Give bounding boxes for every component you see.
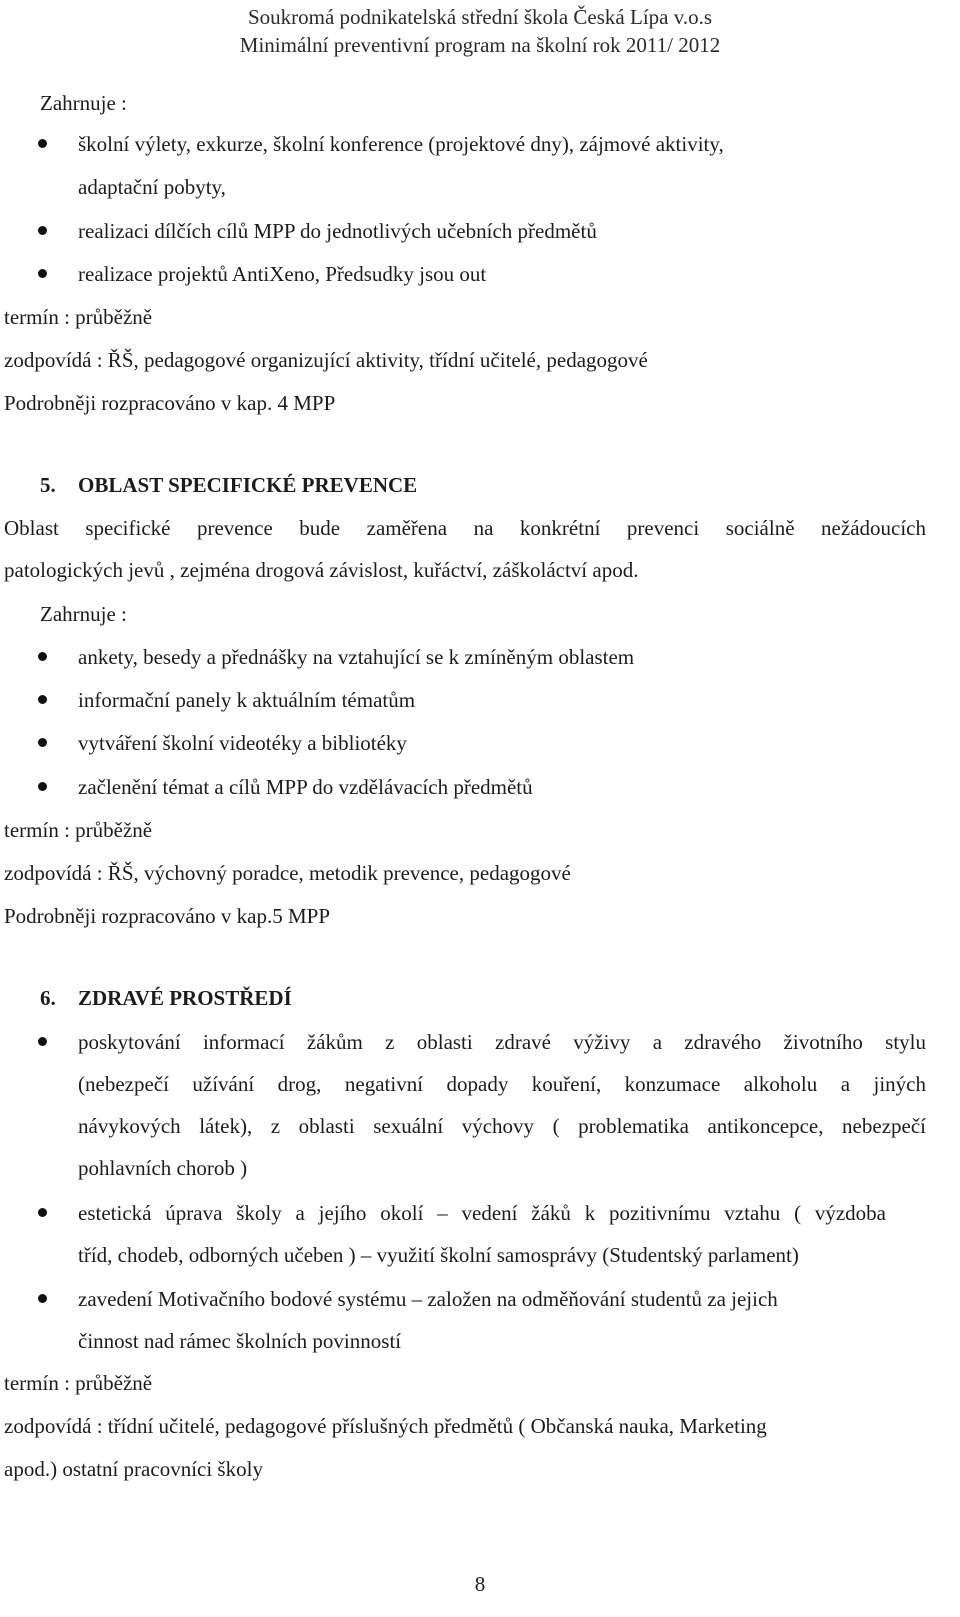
bullet-icon <box>38 1294 47 1303</box>
detail-reference: Podrobněji rozpracováno v kap.5 MPP <box>4 904 331 928</box>
section-number: 6. <box>40 986 56 1010</box>
term-line: termín : průběžně <box>4 1371 153 1395</box>
list-item: začlenění témat a cílů MPP do vzdělávacích předmětů <box>78 775 533 799</box>
section-intro-line: patologických jevů , zejména drogová závislost, kuřáctví, záškoláctví apod. <box>4 558 639 582</box>
header-school-name: Soukromá podnikatelská střední škola Česká Lípa v.o.s <box>247 5 713 29</box>
list-item: realizaci dílčích cílů MPP do jednotlivých učebních předmětů <box>78 219 597 243</box>
bullet-icon <box>38 695 47 704</box>
responsible-line-continuation: apod.) ostatní pracovníci školy <box>4 1457 263 1481</box>
bullet-icon <box>38 139 47 148</box>
section-number: 5. <box>40 473 56 497</box>
includes-label: Zahrnuje : <box>40 91 127 115</box>
list-item: poskytování informací žákům z oblasti zdravé výživy a zdravého životního stylu <box>78 1030 926 1054</box>
list-item: realizace projektů AntiXeno, Předsudky jsou out <box>78 262 487 286</box>
list-item-continuation: tříd, chodeb, odborných učeben ) – využití školní samosprávy (Studentský parlament) <box>78 1243 799 1267</box>
list-item: ankety, besedy a přednášky na vztahující se k zmíněným oblastem <box>78 645 635 669</box>
list-item: vytváření školní videotéky a bibliotéky <box>78 731 407 755</box>
bullet-icon <box>38 269 47 278</box>
section-title: ZDRAVÉ PROSTŘEDÍ <box>78 986 292 1010</box>
list-item-continuation: pohlavních chorob ) <box>78 1156 248 1180</box>
bullet-icon <box>38 738 47 747</box>
bullet-icon <box>38 226 47 235</box>
bullet-icon <box>38 782 47 791</box>
list-item-continuation: činnost nad rámec školních povinností <box>78 1329 402 1353</box>
list-item: informační panely k aktuálním tématům <box>78 688 416 712</box>
bullet-icon <box>38 1208 47 1217</box>
bullet-icon <box>38 652 47 661</box>
term-line: termín : průběžně <box>4 818 153 842</box>
list-item: školní výlety, exkurze, školní konference (projektové dny), zájmové aktivity, <box>78 132 724 156</box>
section-title: OBLAST SPECIFICKÉ PREVENCE <box>78 473 418 497</box>
list-item-continuation: adaptační pobyty, <box>78 175 226 199</box>
header-program-title: Minimální preventivní program na školní rok 2011/ 2012 <box>239 33 721 57</box>
page-number: 8 <box>474 1572 486 1596</box>
list-item-continuation: návykových látek), z oblasti sexuální výchovy ( problematika antikoncepce, nebezpečí <box>78 1114 926 1138</box>
list-item: estetická úprava školy a jejího okolí – vedení žáků k pozitivnímu vztahu ( výzdoba <box>78 1201 886 1225</box>
responsible-line: zodpovídá : ŘŠ, pedagogové organizující aktivity, třídní učitelé, pedagogové <box>4 348 648 372</box>
bullet-icon <box>38 1037 47 1046</box>
list-item-continuation: (nebezpečí užívání drog, negativní dopady kouření, konzumace alkoholu a jiných <box>78 1072 926 1096</box>
detail-reference: Podrobněji rozpracováno v kap. 4 MPP <box>4 391 336 415</box>
term-line: termín : průběžně <box>4 305 153 329</box>
list-item: zavedení Motivačního bodové systému – založen na odměňování studentů za jejich <box>78 1287 778 1311</box>
responsible-line: zodpovídá : ŘŠ, výchovný poradce, metodik prevence, pedagogové <box>4 861 571 885</box>
includes-label: Zahrnuje : <box>40 602 127 626</box>
responsible-line: zodpovídá : třídní učitelé, pedagogové příslušných předmětů ( Občanská nauka, Marketing <box>4 1414 767 1438</box>
section-intro-line: Oblast specifické prevence bude zaměřena na konkrétní prevenci sociálně nežádoucích <box>4 516 926 540</box>
